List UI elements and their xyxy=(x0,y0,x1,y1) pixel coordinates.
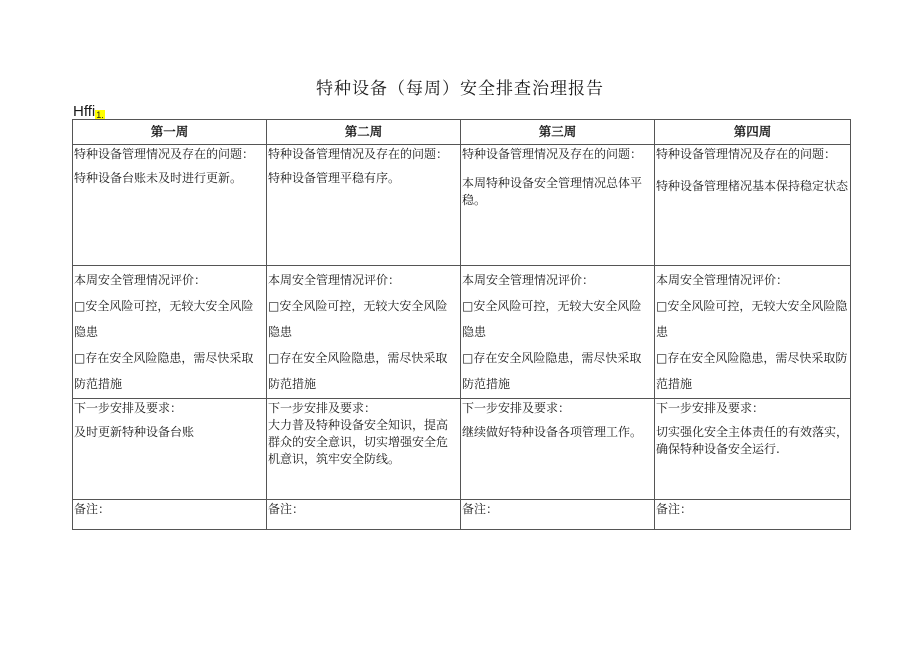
next-step-label: 下一步安排及要求： xyxy=(462,401,571,415)
header-week-4: 第四周 xyxy=(655,120,851,145)
next-step-text: 切实强化安全主体责任的有效落实，确保特种设备安全运行. xyxy=(656,425,849,456)
problem-cell-week-4 xyxy=(655,145,851,266)
weekly-report-table xyxy=(72,119,851,530)
evaluation-label: 本周安全管理情况评价： xyxy=(268,273,401,287)
report-title: 特种设备（每周）安全排查治理报告 xyxy=(316,79,604,99)
evaluation-option-hazard[interactable]: □存在安全风险隐患，需尽快采取防范措施 xyxy=(268,351,448,391)
next-step-label: 下一步安排及要求： xyxy=(268,401,377,415)
next-step-label: 下一步安排及要求： xyxy=(656,401,765,415)
evaluation-option-hazard[interactable]: □存在安全风险隐患，需尽快采取防范措施 xyxy=(462,351,642,391)
evaluation-cell-week-2 xyxy=(267,266,461,399)
problem-cell-week-3 xyxy=(461,145,655,266)
remark-cell-week-2[interactable]: 备注： xyxy=(267,500,461,530)
problem-label: 特种设备管理情况及存在的问题： xyxy=(462,147,643,161)
header-week-1: 第一周 xyxy=(73,120,267,145)
header-week-2: 第二周 xyxy=(267,120,461,145)
problem-cell-week-2 xyxy=(267,145,461,266)
remark-cell-week-4[interactable]: 备注： xyxy=(655,500,851,530)
problem-text: 特种设备管理楮况基本保持稳定状态 xyxy=(656,179,849,193)
evaluation-cell-week-4 xyxy=(655,266,851,399)
highlight-mark: 1. xyxy=(96,110,104,120)
next-step-cell-week-3 xyxy=(461,399,655,500)
evaluation-option-hazard[interactable]: □存在安全风险隐患，需尽快采取防范措施 xyxy=(656,351,848,391)
problem-cell-week-1 xyxy=(73,145,267,266)
evaluation-cell-week-3 xyxy=(461,266,655,399)
evaluation-option-controllable[interactable]: □安全风险可控，无较大安全风险隐患 xyxy=(656,299,848,339)
remark-cell-week-1[interactable]: 备注： xyxy=(73,500,267,530)
next-step-text: 继续做好特种设备各项管理工作。 xyxy=(462,425,643,439)
evaluation-label: 本周安全管理情况评价： xyxy=(656,273,789,287)
next-step-cell-week-1 xyxy=(73,399,267,500)
evaluation-option-controllable[interactable]: □安全风险可控，无较大安全风险隐患 xyxy=(74,299,254,339)
next-step-text: 及时更新特种设备台账 xyxy=(74,425,195,439)
next-step-cell-week-4 xyxy=(655,399,851,500)
evaluation-option-controllable[interactable]: □安全风险可控，无较大安全风险隐患 xyxy=(462,299,642,339)
problem-text: 特种设备台账未及时进行更新。 xyxy=(74,171,243,185)
problem-label: 特种设备管理情况及存在的问题： xyxy=(268,147,449,161)
remark-cell-week-3[interactable]: 备注： xyxy=(461,500,655,530)
next-steps-row xyxy=(73,399,851,500)
document-label xyxy=(73,103,105,120)
problem-text: 特种设备管理平稳有序。 xyxy=(268,171,401,185)
label-text: Hffi xyxy=(73,103,96,120)
evaluation-row xyxy=(73,266,851,399)
header-row xyxy=(73,120,851,145)
next-step-text: 大力普及特种设备安全知识，提高群众的安全意识，切实增强安全危机意识，筑牢安全防线。 xyxy=(268,418,449,466)
evaluation-cell-week-1 xyxy=(73,266,267,399)
problem-label: 特种设备管理情况及存在的问题： xyxy=(656,147,837,161)
evaluation-label: 本周安全管理情况评价： xyxy=(74,273,207,287)
next-step-label: 下一步安排及要求： xyxy=(74,401,183,415)
evaluation-label: 本周安全管理情况评价： xyxy=(462,273,595,287)
remarks-row xyxy=(73,500,851,530)
problems-row xyxy=(73,145,851,266)
evaluation-option-controllable[interactable]: □安全风险可控，无较大安全风险隐患 xyxy=(268,299,448,339)
problem-label: 特种设备管理情况及存在的问题： xyxy=(74,147,255,161)
next-step-cell-week-2 xyxy=(267,399,461,500)
problem-text: 本周特种设备安全管理情况总体平稳。 xyxy=(462,176,643,207)
evaluation-option-hazard[interactable]: □存在安全风险隐患，需尽快采取防范措施 xyxy=(74,351,254,391)
header-week-3: 第三周 xyxy=(461,120,655,145)
